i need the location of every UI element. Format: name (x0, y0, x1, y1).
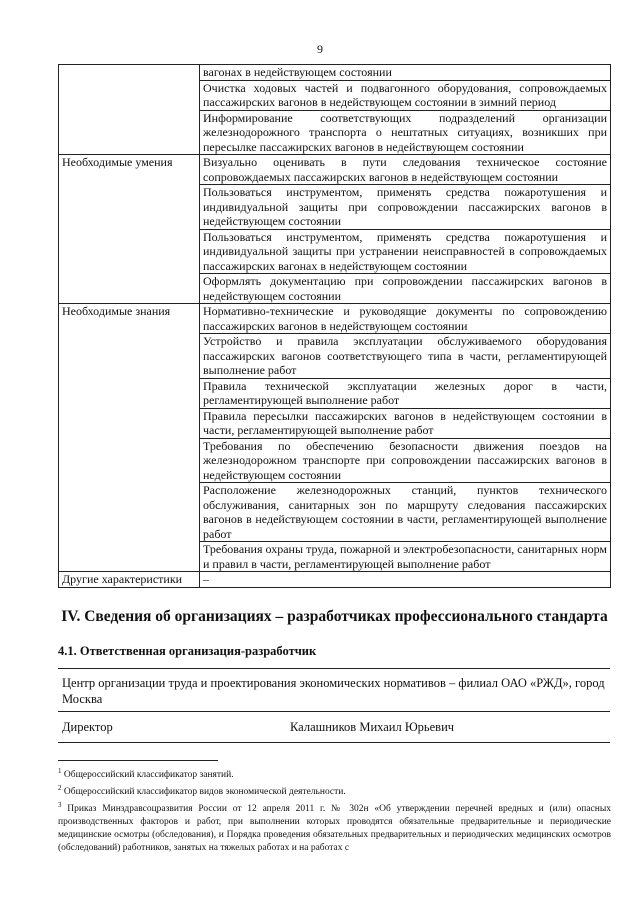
row-content: Нормативно-технические и руководящие документы по сопровождению пассажирских вагонов в недействующем состоянии (200, 304, 611, 334)
person-name: Калашников Михаил Юрьевич (290, 720, 455, 734)
footnote-mark: 1 (58, 767, 62, 775)
row-content: вагонах в недействующем состоянии (200, 65, 611, 81)
section-title: IV. Сведения об организациях – разработчиках профессионального стандарта (61, 608, 608, 625)
footnote (58, 782, 611, 799)
signature-line (58, 712, 610, 742)
row-content: Требования по обеспечению безопасности движения поездов на железнодорожном транспорте при сопровождении пассажирских вагонов в недействующем состоянии (200, 438, 611, 483)
row-label-knowledge: Необходимые знания (59, 304, 200, 572)
row-content: Информирование соответствующих подразделений организации железнодорожного транспорта о нештатных ситуациях, возникших при пересылке пассажирских вагонов в недействующем состоянии (200, 110, 611, 155)
row-content: Визуально оценивать в пути следования техническое состояние сопровождаемых пассажирских вагонов в недействующем состоянии (200, 155, 611, 185)
row-content: Пользоваться инструментом, применять средства пожаротушения и индивидуальной защиты при сопровождении пассажирских вагонов в недействующем состоянии (200, 185, 611, 230)
footnotes (58, 765, 611, 855)
row-content: Правила технической эксплуатации железных дорог в части, регламентирующей выполнение работ (200, 378, 611, 408)
row-content: Пользоваться инструментом, применять средства пожаротушения и индивидуальной защиты при устранении неисправностей в сопровождаемых пассажирских вагонах в недействующем состоянии (200, 229, 611, 274)
position-title: Директор (62, 720, 113, 734)
page-number: 9 (317, 42, 323, 56)
organization-name: Центр организации труда и проектирования экономических нормативов – филиал ОАО «РЖД», город Москва (58, 669, 610, 712)
row-label (59, 65, 200, 155)
table-row (59, 65, 611, 81)
competency-table (58, 64, 611, 588)
row-label-other: Другие характеристики (59, 572, 200, 588)
row-content: Оформлять документацию при сопровождении пассажирских вагонов в недействующем состоянии (200, 274, 611, 304)
row-label-skills: Необходимые умения (59, 155, 200, 304)
row-content: Устройство и правила эксплуатации обслуживаемого оборудования пассажирских вагонов соответствующего типа в части, регламентирующей выполнение работ (200, 334, 611, 379)
row-content: Требования охраны труда, пожарной и электробезопасности, санитарных норм и правил в части, регламентирующей выполнение работ (200, 542, 611, 572)
footnote-text: Приказ Минздравсоцразвития России от 12 апреля 2011 г. № 302н «Об утверждении перечней вредных и (или) опасных производственных факторов и работ, при выполнении которых проводятся обязательные предварительные и периодические медицинские осмотры (обследования), и Порядка проведения обязательных предварительных и периодических медицинских осмотров (обследований) работников, занятых на тяжелых работах и на работах с (58, 804, 611, 854)
row-content: – (200, 572, 611, 588)
footnote-divider (58, 760, 218, 761)
footnote-text: Общероссийский классификатор видов экономической деятельности. (63, 787, 346, 798)
footnote (58, 799, 611, 855)
table-row (59, 304, 611, 334)
footnote-mark: 2 (58, 784, 62, 793)
row-content: Расположение железнодорожных станций, пунктов технического обслуживания, санитарных зон по маршруту следования пассажирских вагонов в недействующем состоянии в части, регламентирующей выполнение работ (200, 483, 611, 542)
footnote-mark: 3 (58, 801, 62, 810)
table-row (59, 155, 611, 185)
subsection-title: 4.1. Ответственная организация-разработчик (58, 644, 317, 658)
organization-block (58, 668, 610, 743)
row-content: Правила пересылки пассажирских вагонов в недействующем состоянии в части, регламентирующей выполнение работ (200, 408, 611, 438)
footnote (58, 765, 611, 782)
footnote-text: Общероссийский классификатор занятий. (63, 770, 234, 781)
row-content: Очистка ходовых частей и подвагонного оборудования, сопровождаемых пассажирских вагонов в недействующем состоянии в зимний период (200, 80, 611, 110)
table-row (59, 572, 611, 588)
